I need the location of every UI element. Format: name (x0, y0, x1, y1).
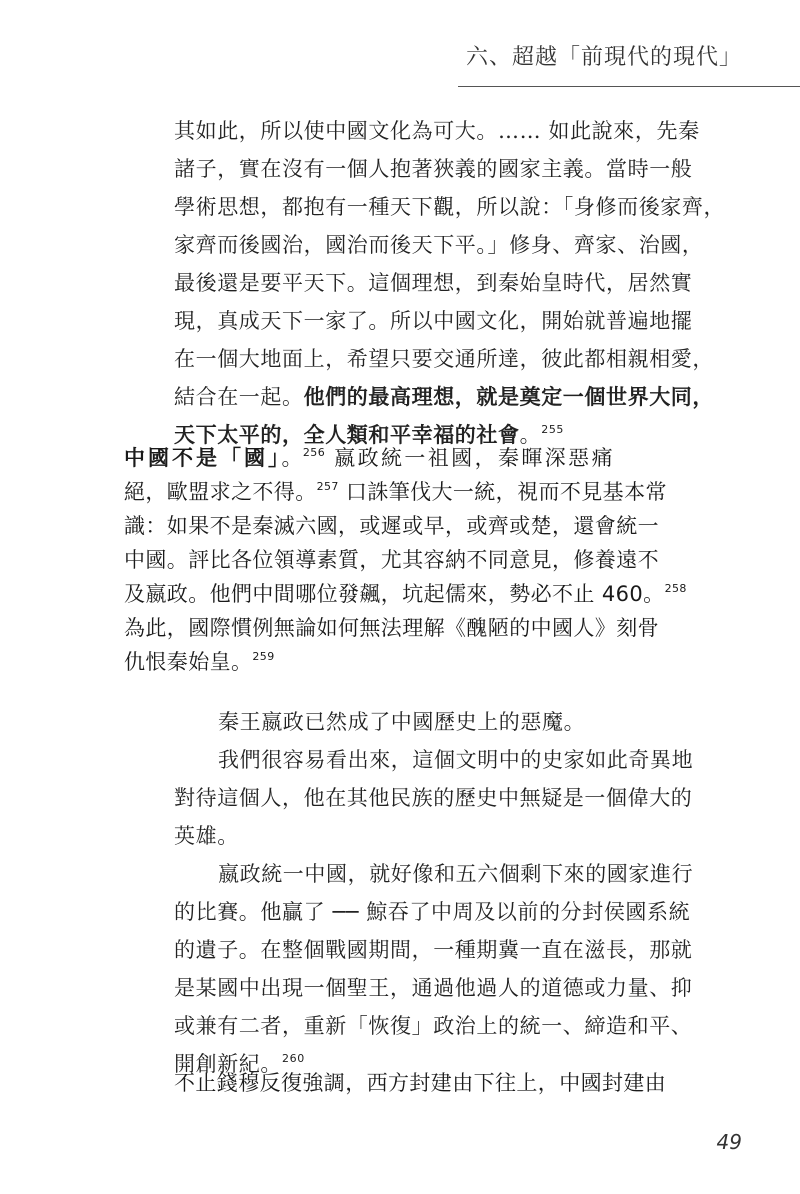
block-quote-qin-emperor (174, 703, 693, 1083)
text-line (124, 475, 687, 509)
bold-emphasis: 他們的最高理想，就是奠定一個世界大同， (303, 385, 715, 409)
text-line: 為此，國際慣例無論如何無法理解《醜陋的中國人》刻骨 (124, 616, 659, 640)
body-paragraph (174, 1066, 666, 1100)
text-line: 秦王嬴政已然成了中國歷史上的惡魔。 (218, 710, 586, 734)
text-line: 學術思想，都抱有一種天下觀，所以說：「身修而後家齊， (174, 195, 726, 219)
text-line: 或兼有二者，重新「恢復」政治上的統一、締造和平、 (174, 1014, 693, 1038)
text-line: 家齊而後國治，國治而後天下平。」修身、齊家、治國， (174, 233, 704, 257)
text-run: 嬴政統一祖國，秦暉深惡痛 (325, 446, 615, 470)
bold-emphasis: 天下太平的，全人類和平幸福的社會 (174, 423, 520, 447)
footnote-ref-257: 257 (316, 480, 339, 493)
text-line: 諸子，實在沒有一個人抱著狹義的國家主義。當時一般 (174, 157, 693, 181)
text-run: 結合在一起。 (174, 385, 304, 409)
body-paragraph (124, 441, 687, 679)
text-line: 對待這個人，他在其他民族的歷史中無疑是一個偉大的 (174, 786, 693, 810)
block-quote-qian-mu (174, 112, 725, 454)
text-line: 的比賽。他贏了 ── 鯨吞了中周及以前的分封侯國系統 (174, 900, 691, 924)
footnote-ref-258: 258 (664, 582, 687, 595)
running-header: 六、超越「前現代的現代」 (465, 45, 742, 70)
text-line: 其如此，所以使中國文化為可大。…… 如此說來，先秦 (174, 119, 700, 143)
text-line: 最後還是要平天下。這個理想，到秦始皇時代，居然實 (174, 271, 693, 295)
bold-heading-phrase: 中國不是「國」 (124, 446, 282, 470)
text-line: 我們很容易看出來，這個文明中的史家如此奇異地 (218, 748, 694, 772)
text-line (124, 645, 687, 679)
text-line: 中國。評比各位領導素質，尤其容納不同意見，修養遠不 (124, 548, 659, 572)
footnote-ref-259: 259 (252, 650, 275, 663)
text-run: 絕，歐盟求之不得。 (124, 480, 317, 504)
footnote-ref-256: 256 (302, 446, 326, 459)
text-line: 嬴政統一中國，就好像和五六個剩下來的國家進行 (218, 862, 694, 886)
footnote-ref-260: 260 (282, 1052, 305, 1065)
text-run: 開創新紀。 (174, 1052, 282, 1076)
text-run: 及嬴政。他們中間哪位發飆，坑起儒來，勢必不止 460。 (124, 582, 665, 606)
text-line: 現，真成天下一家了。所以中國文化，開始就普遍地擺 (174, 309, 693, 333)
text-run: 仇恨秦始皇。 (124, 650, 253, 674)
text-run: 。 (519, 423, 542, 447)
text-line: 在一個大地面上，希望只要交通所達，彼此都相親相愛， (174, 347, 714, 371)
text-line: 的遺子。在整個戰國期間，一種期冀一直在滋長，那就 (174, 938, 693, 962)
text-line (124, 441, 687, 475)
page-number: 49 (716, 1130, 742, 1154)
header-rule (458, 86, 800, 87)
footnote-ref-255: 255 (541, 423, 565, 436)
text-line: 是某國中出現一個聖王，通過他過人的道德或力量、抑 (174, 976, 693, 1000)
text-line: 英雄。 (174, 824, 239, 848)
text-line: 識：如果不是秦滅六國，或遲或早，或齊或楚，還會統一 (124, 514, 659, 538)
text-run: 。 (281, 446, 303, 470)
text-run: 口誅筆伐大一統，視而不見基本常 (338, 480, 667, 504)
text-line (124, 577, 687, 611)
text-line: 不止錢穆反復強調，西方封建由下往上，中國封建由 (174, 1071, 667, 1095)
text-line (174, 378, 725, 416)
